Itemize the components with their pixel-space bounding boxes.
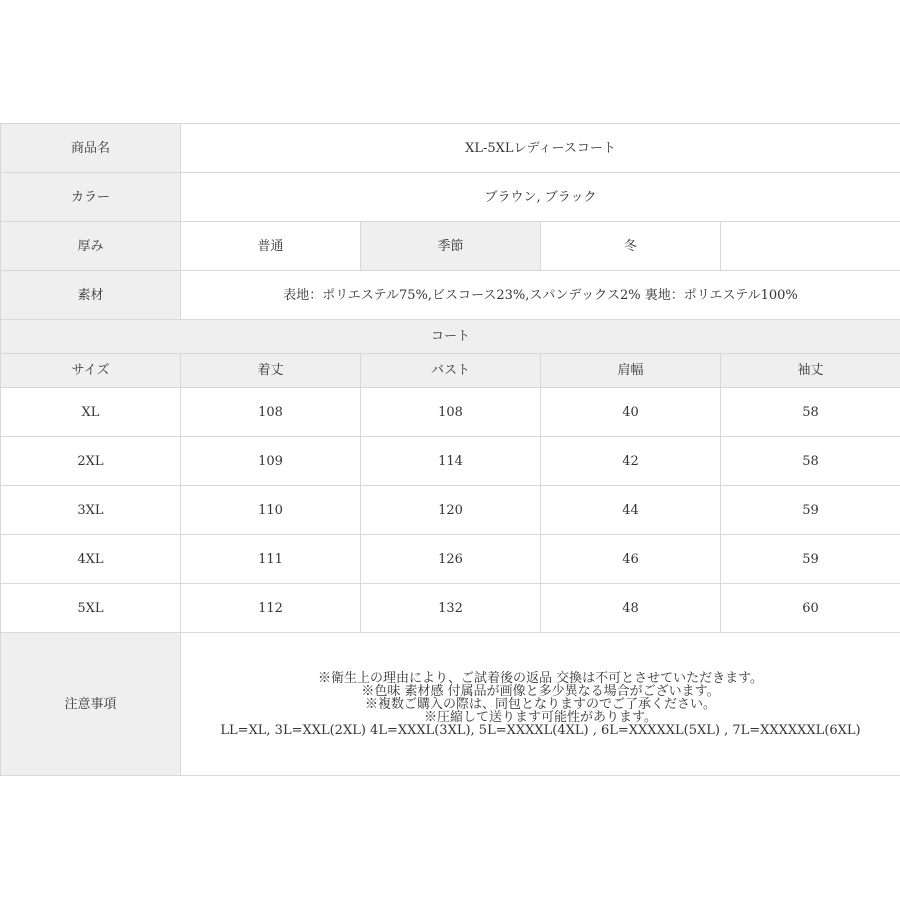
empty-cell (721, 222, 900, 271)
shoulder-cell: 46 (541, 535, 721, 584)
color-value: ブラウン, ブラック (181, 173, 900, 222)
size-conversion-line: LL=XL, 3L=XXL(2XL) 4L=XXXL(3XL), 5L=XXXXL(4XL) , 6L=XXXXXL(5XL) , 7L=XXXXXXL(6XL) (220, 722, 861, 738)
notes-content (181, 633, 900, 776)
table-row (1, 388, 900, 437)
thickness-value: 普通 (181, 222, 361, 271)
length-cell: 111 (181, 535, 361, 584)
table-row (1, 486, 900, 535)
season-value: 冬 (541, 222, 721, 271)
shoulder-cell: 48 (541, 584, 721, 633)
column-header: サイズ (1, 354, 181, 388)
material-label: 素材 (1, 271, 181, 320)
product-spec-table (0, 123, 900, 776)
length-cell: 109 (181, 437, 361, 486)
thickness-row (1, 222, 900, 271)
bust-cell: 132 (361, 584, 541, 633)
section-title: コート (1, 320, 900, 354)
note-line: ※複数ご購入の際は、同包となりますのでご了承ください。 (364, 696, 716, 712)
size-cell: 2XL (1, 437, 181, 486)
column-header: 肩幅 (541, 354, 721, 388)
color-row (1, 173, 900, 222)
notes-label: 注意事項 (1, 633, 181, 776)
product-name-value: XL-5XLレディースコート (181, 124, 900, 173)
size-cell: 4XL (1, 535, 181, 584)
material-value: 表地：ポリエステル75%,ビスコース23%,スパンデックス2% 裏地：ポリエステル100% (181, 271, 900, 320)
size-cell: 5XL (1, 584, 181, 633)
note-line: ※衛生上の理由により、ご試着後の返品 交換は不可とさせていただきます。 (317, 670, 764, 686)
sleeve-cell: 60 (721, 584, 900, 633)
note-line: ※色味 素材感 付属品が画像と多少異なる場合がございます。 (361, 683, 720, 699)
size-header-row (1, 354, 900, 388)
notes-row (1, 633, 900, 776)
column-header: 袖丈 (721, 354, 900, 388)
thickness-label: 厚み (1, 222, 181, 271)
bust-cell: 114 (361, 437, 541, 486)
sleeve-cell: 59 (721, 486, 900, 535)
season-label: 季節 (361, 222, 541, 271)
size-cell: XL (1, 388, 181, 437)
table-row (1, 584, 900, 633)
table-row (1, 437, 900, 486)
note-line: ※圧縮して送ります可能性があります。 (424, 709, 657, 725)
bust-cell: 108 (361, 388, 541, 437)
shoulder-cell: 40 (541, 388, 721, 437)
column-header: 着丈 (181, 354, 361, 388)
bust-cell: 126 (361, 535, 541, 584)
sleeve-cell: 59 (721, 535, 900, 584)
product-name-row (1, 124, 900, 173)
section-title-row (1, 320, 900, 354)
product-name-label: 商品名 (1, 124, 181, 173)
size-cell: 3XL (1, 486, 181, 535)
length-cell: 108 (181, 388, 361, 437)
bust-cell: 120 (361, 486, 541, 535)
length-cell: 112 (181, 584, 361, 633)
color-label: カラー (1, 173, 181, 222)
table-row (1, 535, 900, 584)
sleeve-cell: 58 (721, 388, 900, 437)
material-row (1, 271, 900, 320)
shoulder-cell: 42 (541, 437, 721, 486)
length-cell: 110 (181, 486, 361, 535)
shoulder-cell: 44 (541, 486, 721, 535)
sleeve-cell: 58 (721, 437, 900, 486)
column-header: バスト (361, 354, 541, 388)
